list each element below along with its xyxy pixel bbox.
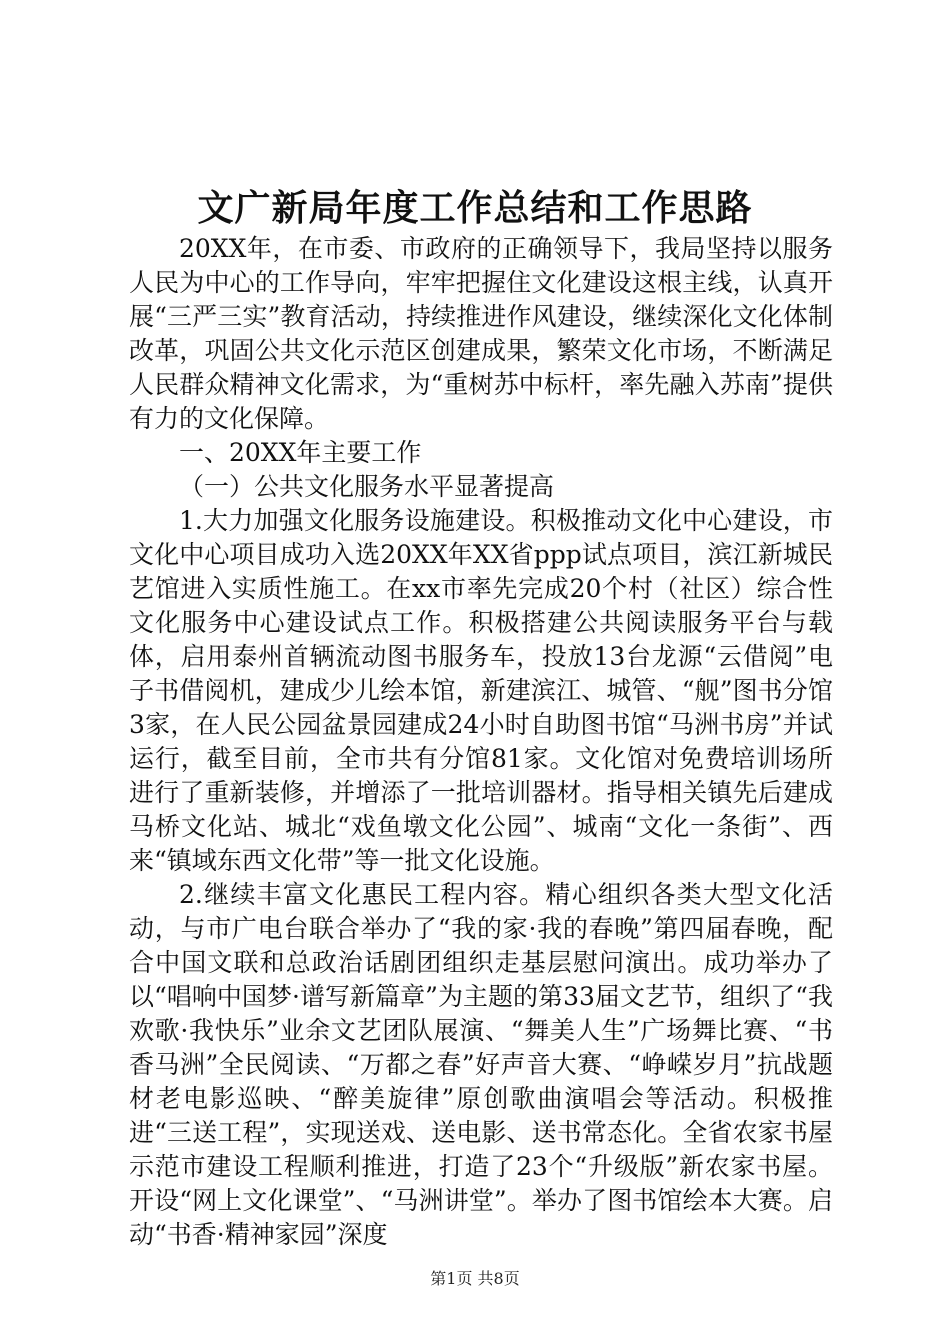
intro-paragraph: 20XX年，在市委、市政府的正确领导下，我局坚持以服务人民为中心的工作导向，牢牢把握住文化建设这根主线，认真开展“三严三实”教育活动，持续推进作风建设，继续深化文化体制改革，巩固公共文化示范区创建成果，繁荣文化市场，不断满足人民群众精神文化需求，为“重树苏中标杆，率先融入苏南”提供有力的文化保障。 [129,234,833,433]
section-heading: 一、20XX年主要工作 [179,438,422,467]
document-title: 文广新局年度工作总结和工作思路 [197,187,753,229]
subsection-heading: （一）公共文化服务水平显著提高 [179,472,555,501]
document-body [129,232,833,1252]
item-1-paragraph: 1.大力加强文化服务设施建设。积极推动文化中心建设，市文化中心项目成功入选20XX年XX省ppp试点项目，滨江新城民艺馆进入实质性施工。在xx市率先完成20个村（社区）综合性文化服务中心建设试点工作。积极搭建公共阅读服务平台与载体，启用泰州首辆流动图书服务车，投放13台龙源“云借阅”电子书借阅机，建成少儿绘本馆，新建滨江、城管、“舰”图书分馆3家，在人民公园盆景园建成24小时自助图书馆“马洲书房”并试运行，截至目前，全市共有分馆81家。文化馆对免费培训场所进行了重新装修，并增添了一批培训器材。指导相关镇先后建成马桥文化站、城北“戏鱼墩文化公园”、城南“文化一条街”、西来“镇域东西文化带”等一批文化设施。 [129,506,833,875]
item-2-paragraph: 2.继续丰富文化惠民工程内容。精心组织各类大型文化活动，与市广电台联合举办了“我的家·我的春晚”第四届春晚，配合中国文联和总政治话剧团组织走基层慰问演出。成功举办了以“唱响中国梦·谱写新篇章”为主题的第33届文艺节，组织了“我欢歌·我快乐”业余文艺团队展演、“舞美人生”广场舞比赛、“书香马洲”全民阅读、“万都之春”好声音大赛、“峥嵘岁月”抗战题材老电影巡映、“醉美旋律”原创歌曲演唱会等活动。积极推进“三送工程”，实现送戏、送电影、送书常态化。全省农家书屋示范市建设工程顺利推进，打造了23个“升级版”新农家书屋。开设“网上文化课堂”、“马洲讲堂”。举办了图书馆绘本大赛。启动“书香·精神家园”深度 [129,880,833,1249]
page-number-footer: 第1页 共8页 [430,1269,520,1288]
